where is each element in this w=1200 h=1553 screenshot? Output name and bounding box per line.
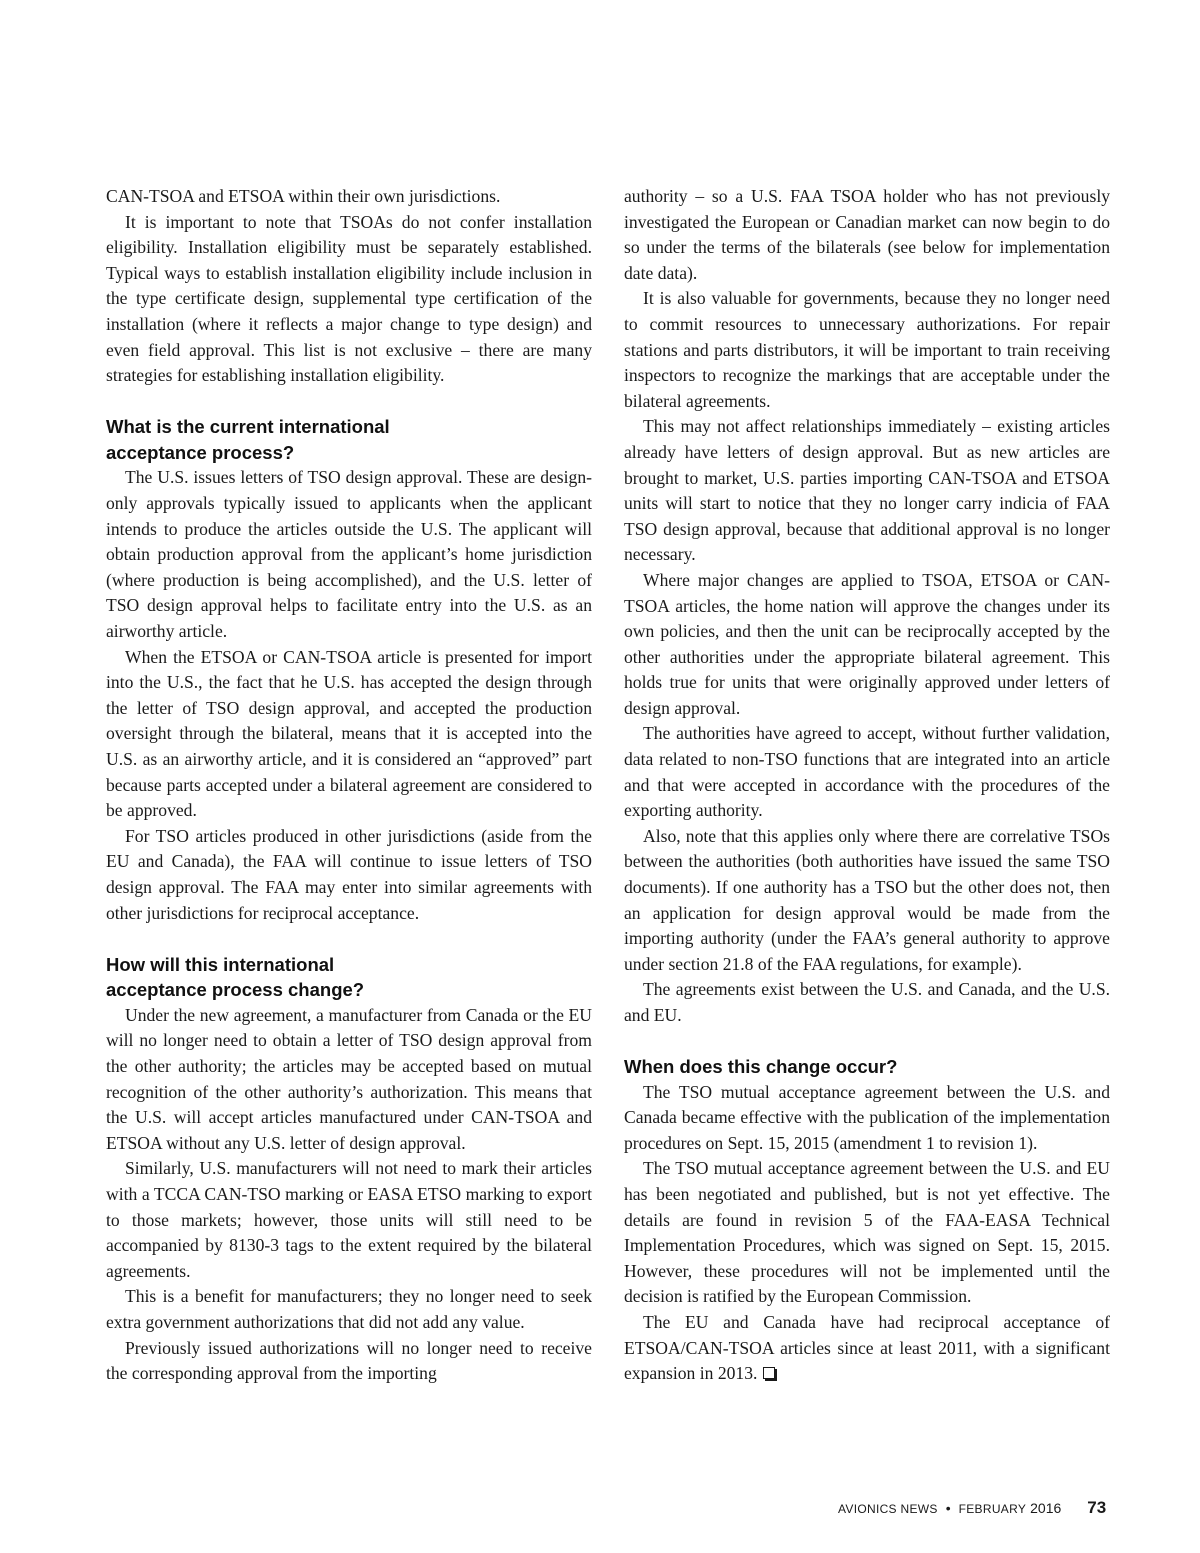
page-number: 73	[1087, 1498, 1107, 1517]
paragraph: When the ETSOA or CAN-TSOA article is presented for import into the U.S., the fact that he U.S. has accepted the design through the letter of TSO design approval, and accepted the production oversight through the bilateral, means that it is accepted into the U.S. as an airworthy article, and it is considered an “approved” part because parts accepted under a bilateral agreement are considered to be approved.	[106, 646, 592, 821]
paragraph-text: The EU and Canada have had reciprocal acceptance of ETSOA/CAN-TSOA articles since at least 2011, with a significant expansion in 2013.	[624, 1312, 1110, 1384]
paragraph: Previously issued authorizations will no longer need to receive the corresponding approval from the importing	[106, 1337, 592, 1384]
heading-line: How will this international	[106, 953, 335, 975]
paragraph: This may not affect relationships immediately – existing articles already have letters of design approval. But as new articles are brought to market, U.S. parties importing CAN-TSOA and ETSOA units will start to notice that they no longer carry indicia of FAA TSO design approval, because that additional approval is no longer necessary.	[624, 416, 1110, 565]
section-gap	[106, 926, 592, 952]
paragraph: The U.S. issues letters of TSO design approval. These are design-only approvals typically issued to applicants when the applicant intends to produce the articles outside the U.S. The applicant will obtain production approval from the applicant’s home jurisdiction (where production is being accomplished), and the U.S. letter of TSO design approval helps to facilitate entry into the U.S. as an airworthy article.	[106, 467, 592, 641]
paragraph: CAN-TSOA and ETSOA within their own jurisdictions.	[106, 186, 501, 206]
ballot-box-end-mark-icon	[763, 1367, 775, 1379]
section-heading-current-process	[106, 414, 592, 465]
section-heading-process-change	[106, 952, 592, 1003]
paragraph-final	[624, 1310, 1110, 1387]
paragraph: For TSO articles produced in other jurisdictions (aside from the EU and Canada), the FAA will continue to issue letters of TSO design approval. The FAA may enter into similar agreements with other jurisdictions for reciprocal acceptance.	[106, 825, 592, 923]
paragraph: This is a benefit for manufacturers; they no longer need to seek extra government authorizations that did not add any value.	[106, 1286, 592, 1332]
left-column	[106, 184, 592, 1387]
paragraph: The agreements exist between the U.S. and Canada, and the U.S. and EU.	[624, 979, 1110, 1025]
paragraph: The authorities have agreed to accept, without further validation, data related to non-TSO functions that are integrated into an article and that were accepted in accordance with the procedures of the exporting authority.	[624, 723, 1110, 821]
paragraph: The TSO mutual acceptance agreement between the U.S. and EU has been negotiated and published, but is not yet effective. The details are found in revision 5 of the FAA-EASA Technical Implementation Procedures, which was signed on Sept. 15, 2015. However, these procedures will not be implemented until the decision is ratified by the European Commission.	[624, 1158, 1110, 1307]
section-gap	[106, 389, 592, 415]
paragraph: It is important to note that TSOAs do not confer installation eligibility. Installation eligibility must be separately established. Typical ways to establish installation eligibility include inclusion in the type certificate design, supplemental type certification of the installation (where it reflects a major change to type design) and even field approval. This list is not exclusive – there are many strategies for establishing installation eligibility.	[106, 211, 592, 386]
paragraph: It is also valuable for governments, because they no longer need to commit resources to unnecessary authorizations. For repair stations and parts distributors, it will be important to train receiving inspectors to recognize the markings that are acceptable under the bilateral agreements.	[624, 288, 1110, 411]
paragraph: Where major changes are applied to TSOA, ETSOA or CAN-TSOA articles, the home nation will approve the changes under its own policies, and then the unit can be reciprocally accepted by the other authorities under the appropriate bilateral agreement. This holds true for units that were originally approved under letters of design approval.	[624, 569, 1110, 718]
right-column	[624, 184, 1110, 1387]
heading-line: acceptance process change?	[106, 979, 365, 1001]
footer-bullet-separator: •	[945, 1500, 951, 1516]
footer-publication: AVIONICS NEWS	[838, 1502, 938, 1516]
footer-year: 2016	[1030, 1500, 1062, 1516]
section-heading-when-change: When does this change occur?	[624, 1056, 898, 1078]
paragraph: Similarly, U.S. manufacturers will not need to mark their articles with a TCCA CAN-TSO marking or EASA ETSO marking to export to those markets; however, those units will still need to be accompanied by 8130-3 tags to the extent required by the bilateral agreements.	[106, 1158, 592, 1281]
page-footer	[838, 1498, 1106, 1522]
paragraph: The TSO mutual acceptance agreement between the U.S. and Canada became effective with the publication of the implementation procedures on Sept. 15, 2015 (amendment 1 to revision 1).	[624, 1081, 1110, 1153]
paragraph: authority – so a U.S. FAA TSOA holder who has not previously investigated the European or Canadian market can now begin to do so under the terms of the bilaterals (see below for implementation date data).	[624, 186, 1110, 283]
section-gap	[624, 1029, 1110, 1055]
heading-line: acceptance process?	[106, 441, 295, 463]
footer-month: FEBRUARY	[958, 1502, 1027, 1516]
paragraph: Under the new agreement, a manufacturer from Canada or the EU will no longer need to obtain a letter of TSO design approval from the other authority; the articles may be accepted based on mutual recognition of the other authority’s authorization. This means that the U.S. will accept articles manufactured under CAN-TSOA and ETSOA without any U.S. letter of design approval.	[106, 1004, 592, 1153]
heading-line: What is the current international	[106, 416, 390, 438]
paragraph: Also, note that this applies only where there are correlative TSOs between the authorities (both authorities have issued the same TSO documents). If one authority has a TSO but the other does not, then an application for design approval would be made from the importing authority (under the FAA’s general authority to approve under section 21.8 of the FAA regulations, for example).	[624, 825, 1110, 974]
